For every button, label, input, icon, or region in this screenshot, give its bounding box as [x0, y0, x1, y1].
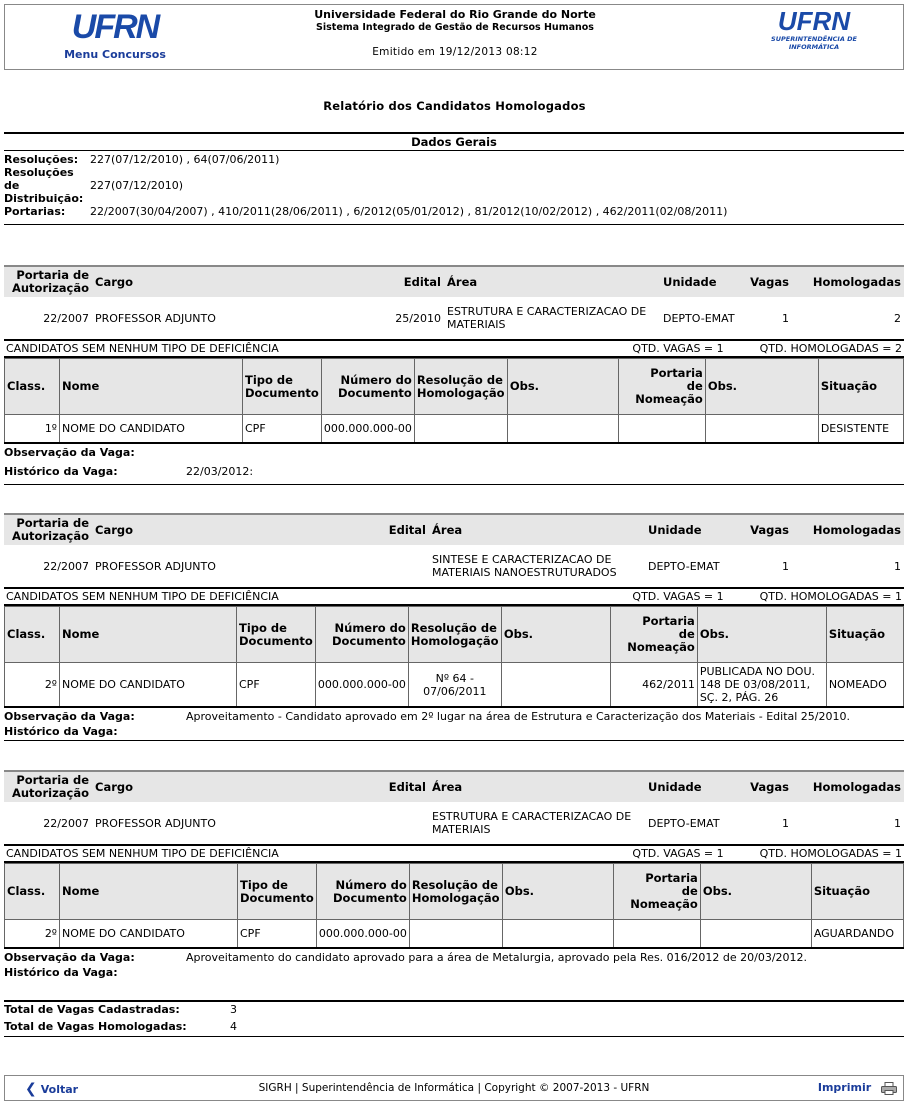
- cell-nome: NOME DO CANDIDATO: [60, 663, 237, 708]
- emission-date: Emitido em 19/12/2013 08:12: [372, 46, 538, 58]
- observacao-vaga-label: Observação da Vaga:: [4, 950, 135, 964]
- col-situacao: Situação: [811, 864, 903, 920]
- print-label: Imprimir: [817, 1081, 872, 1094]
- historico-vaga-value: 22/03/2012:: [186, 464, 254, 478]
- cargo-row: [4, 802, 904, 845]
- col-vagas: Vagas: [746, 771, 792, 802]
- cell-homologadas: 1: [792, 802, 904, 845]
- report-title: Relatório dos Candidatos Homologados: [323, 99, 586, 113]
- ufrn-logo-area: [60, 9, 170, 65]
- divider: [4, 224, 904, 225]
- cell-area: SINTESE E CARACTERIZACAO DE MATERIAIS NANOESTRUTURADOS: [429, 545, 645, 588]
- cell-tipo: CPF: [243, 415, 322, 443]
- dados-gerais-title: Dados Gerais: [4, 132, 904, 151]
- cell-portaria: 22/2007: [4, 802, 92, 845]
- cell-class: 1º: [5, 415, 60, 443]
- cargo-table: [4, 770, 904, 846]
- col-obs-2: Obs.: [700, 864, 811, 920]
- portarias-label: Portarias:: [4, 205, 66, 218]
- cell-resolucao: Nº 64 - 07/06/2011: [408, 663, 501, 708]
- historico-vaga-label: Histórico da Vaga:: [4, 725, 118, 738]
- report-header: [4, 4, 904, 70]
- menu-concursos-link[interactable]: Menu Concursos: [64, 48, 166, 61]
- col-class: Class.: [5, 359, 60, 415]
- cell-portaria-nomeacao: [618, 415, 705, 443]
- cell-numero: 000.000.000-00: [316, 920, 409, 948]
- col-numero: Número do Documento: [316, 864, 409, 920]
- candidatos-table: [4, 358, 904, 444]
- col-tipo: Tipo de Documento: [238, 864, 317, 920]
- cell-situacao: NOMEADO: [826, 663, 903, 708]
- cell-obs-2: PUBLICADA NO DOU. 148 DE 03/08/2011, SÇ. 2, PÁG. 26: [697, 663, 826, 708]
- cell-portaria-nomeacao: 462/2011: [610, 663, 697, 708]
- candidato-row: [5, 663, 904, 708]
- col-resolucao: Resolução de Homologação: [408, 607, 501, 663]
- divider: [4, 1036, 904, 1037]
- candidatos-table: [4, 863, 904, 949]
- observacao-vaga-label: Observação da Vaga:: [4, 710, 135, 723]
- cell-homologadas: 2: [792, 297, 904, 340]
- total-cadastradas-row: [4, 1003, 904, 1017]
- cell-nome: NOME DO CANDIDATO: [60, 415, 243, 443]
- col-unidade: Unidade: [645, 771, 746, 802]
- observacao-vaga-row: [4, 951, 904, 965]
- divider: [4, 740, 904, 741]
- historico-vaga-row: [4, 966, 904, 980]
- cell-portaria: 22/2007: [4, 545, 92, 588]
- cell-portaria-nomeacao: [613, 920, 700, 948]
- total-homologadas-label: Total de Vagas Homologadas:: [4, 1020, 187, 1033]
- historico-vaga-value: [186, 725, 904, 739]
- cell-unidade: DEPTO-EMAT: [645, 545, 746, 588]
- total-homologadas-row: [4, 1020, 904, 1034]
- resolucoes-value: 227(07/12/2010) , 64(07/06/2011): [90, 153, 280, 166]
- footer: [4, 1075, 904, 1101]
- vaga-block: [4, 265, 904, 485]
- cell-nome: NOME DO CANDIDATO: [60, 920, 238, 948]
- label-line: Distribuição:: [4, 192, 84, 205]
- cell-class: 2º: [5, 920, 60, 948]
- historico-vaga-label: Histórico da Vaga:: [4, 464, 118, 478]
- back-label: Voltar: [40, 1083, 79, 1096]
- col-area: Área: [444, 266, 660, 297]
- candidatos-label: CANDIDATOS SEM NENHUM TIPO DE DEFICIÊNCIA: [6, 342, 279, 355]
- observacao-vaga-value: Aproveitamento - Candidato aprovado em 2º lugar na área de Estrutura e Caracterização dos Materiais - Edital 25/2010.: [186, 710, 850, 723]
- col-obs-2: Obs.: [705, 359, 818, 415]
- col-nome: Nome: [60, 607, 237, 663]
- total-cadastradas-value: 3: [230, 1003, 237, 1016]
- qtd-vagas: QTD. VAGAS = 1: [632, 590, 724, 603]
- col-cargo: Cargo: [92, 514, 348, 545]
- vaga-block: [4, 513, 904, 741]
- col-edital: Edital: [348, 771, 429, 802]
- cargo-row: [4, 297, 904, 340]
- cell-unidade: DEPTO-EMAT: [645, 802, 746, 845]
- cell-resolucao: [414, 415, 507, 443]
- resolucoes-row: [4, 153, 904, 166]
- col-tipo: Tipo de Documento: [243, 359, 322, 415]
- observacao-vaga-value: [186, 446, 904, 460]
- col-portaria: Portaria de Autorização: [4, 266, 92, 297]
- col-tipo: Tipo de Documento: [237, 607, 316, 663]
- sinfo-logo-text: UFRN: [777, 6, 851, 36]
- header-titles: [225, 8, 685, 58]
- cell-obs-2: [700, 920, 811, 948]
- cell-obs: [502, 920, 613, 948]
- cell-unidade: DEPTO-EMAT: [660, 297, 746, 340]
- totals-section: [4, 1000, 904, 1037]
- col-class: Class.: [5, 607, 60, 663]
- cell-numero: 000.000.000-00: [321, 415, 414, 443]
- col-portaria-nomeacao: Portaria de Nomeação: [613, 864, 700, 920]
- cargo-row: [4, 545, 904, 588]
- ufrn-logo: UFRN: [71, 8, 159, 46]
- label-line: Resoluções: [4, 166, 74, 179]
- cell-numero: 000.000.000-00: [315, 663, 408, 708]
- resolucoes-distribuicao-value: 227(07/12/2010): [90, 179, 183, 192]
- col-cargo: Cargo: [92, 771, 348, 802]
- col-vagas: Vagas: [746, 266, 792, 297]
- col-homologadas: Homologadas: [792, 514, 904, 545]
- col-numero: Número do Documento: [321, 359, 414, 415]
- observacao-vaga-row: [4, 446, 904, 460]
- total-homologadas-value: 4: [230, 1020, 237, 1033]
- dados-gerais-section: [4, 132, 904, 225]
- col-numero: Número do Documento: [315, 607, 408, 663]
- col-cargo: Cargo: [92, 266, 348, 297]
- sinfo-logo: [769, 7, 859, 65]
- cell-edital: [348, 802, 429, 845]
- col-class: Class.: [5, 864, 60, 920]
- cell-area: ESTRUTURA E CARACTERIZACAO DE MATERIAIS: [429, 802, 645, 845]
- cell-obs: [507, 415, 618, 443]
- print-button[interactable]: [818, 1081, 897, 1095]
- col-portaria-nomeacao: Portaria de Nomeação: [618, 359, 705, 415]
- resolucoes-distribuicao-row: [4, 166, 904, 205]
- col-obs: Obs.: [502, 864, 613, 920]
- university-name: Universidade Federal do Rio Grande do Norte: [314, 8, 596, 21]
- total-cadastradas-label: Total de Vagas Cadastradas:: [4, 1003, 180, 1016]
- candidatos-label: CANDIDATOS SEM NENHUM TIPO DE DEFICIÊNCIA: [6, 847, 279, 860]
- vaga-block: [4, 770, 904, 980]
- col-area: Área: [429, 771, 645, 802]
- portarias-value: 22/2007(30/04/2007) , 410/2011(28/06/2011) , 6/2012(05/01/2012) , 81/2012(10/02/2012) , 462/2011(02/08/2011): [90, 205, 728, 218]
- cell-portaria: 22/2007: [4, 297, 92, 340]
- historico-vaga-row: [4, 725, 904, 739]
- candidato-row: [5, 415, 904, 443]
- col-resolucao: Resolução de Homologação: [414, 359, 507, 415]
- system-name: Sistema Integrado de Gestão de Recursos Humanos: [316, 22, 594, 33]
- candidatos-bar: [4, 341, 904, 358]
- col-nome: Nome: [60, 864, 238, 920]
- resolucoes-label: Resoluções:: [4, 153, 79, 166]
- col-situacao: Situação: [818, 359, 903, 415]
- cell-edital: [348, 545, 429, 588]
- observacao-vaga-value: Aproveitamento do candidato aprovado para a área de Metalurgia, aprovado pela Res. 016/2012 de 20/03/2012.: [186, 950, 808, 964]
- cell-tipo: CPF: [238, 920, 317, 948]
- col-obs: Obs.: [507, 359, 618, 415]
- cell-situacao: AGUARDANDO: [811, 920, 903, 948]
- col-resolucao: Resolução de Homologação: [409, 864, 502, 920]
- candidatos-bar: [4, 846, 904, 863]
- col-nome: Nome: [60, 359, 243, 415]
- col-obs: Obs.: [501, 607, 610, 663]
- cell-resolucao: [409, 920, 502, 948]
- cell-obs: [501, 663, 610, 708]
- footer-copyright: SIGRH | Superintendência de Informática | Copyright © 2007-2013 - UFRN: [258, 1082, 650, 1094]
- cell-vagas: 1: [746, 297, 792, 340]
- col-homologadas: Homologadas: [792, 771, 904, 802]
- qtd-homologadas: QTD. HOMOLOGADAS = 1: [759, 590, 902, 603]
- col-edital: Edital: [348, 514, 429, 545]
- col-area: Área: [429, 514, 645, 545]
- sinfo-logo-subtitle: SUPERINTENDÊNCIA DE INFORMÁTICA: [771, 35, 857, 51]
- portarias-row: [4, 205, 904, 218]
- col-unidade: Unidade: [645, 514, 746, 545]
- col-portaria: Portaria de Autorização: [4, 771, 92, 802]
- col-vagas: Vagas: [746, 514, 792, 545]
- candidatos-table: [4, 606, 904, 708]
- resolucoes-distribuicao-label: [4, 166, 90, 205]
- col-unidade: Unidade: [660, 266, 746, 297]
- cell-situacao: DESISTENTE: [818, 415, 903, 443]
- cell-edital: 25/2010: [348, 297, 444, 340]
- cargo-table: [4, 265, 904, 341]
- qtd-homologadas: QTD. HOMOLOGADAS = 2: [759, 342, 902, 355]
- historico-vaga-row: [4, 465, 904, 479]
- qtd-vagas: QTD. VAGAS = 1: [632, 342, 724, 355]
- printer-icon: [881, 1082, 897, 1095]
- col-portaria-nomeacao: Portaria de Nomeação: [610, 607, 697, 663]
- observacao-vaga-row: [4, 710, 904, 724]
- cell-cargo: PROFESSOR ADJUNTO: [92, 545, 348, 588]
- col-edital: Edital: [348, 266, 444, 297]
- col-portaria: Portaria de Autorização: [4, 514, 92, 545]
- cell-area: ESTRUTURA E CARACTERIZACAO DE MATERIAIS: [444, 297, 660, 340]
- qtd-vagas: QTD. VAGAS = 1: [632, 847, 724, 860]
- candidato-row: [5, 920, 904, 948]
- candidatos-label: CANDIDATOS SEM NENHUM TIPO DE DEFICIÊNCIA: [6, 590, 279, 603]
- divider: [4, 484, 904, 485]
- cell-homologadas: 1: [792, 545, 904, 588]
- cell-class: 2º: [5, 663, 60, 708]
- cell-cargo: PROFESSOR ADJUNTO: [92, 297, 348, 340]
- cell-vagas: 1: [746, 802, 792, 845]
- historico-vaga-value: [186, 966, 904, 980]
- cell-vagas: 1: [746, 545, 792, 588]
- cell-obs-2: [705, 415, 818, 443]
- cell-tipo: CPF: [237, 663, 316, 708]
- cell-cargo: PROFESSOR ADJUNTO: [92, 802, 348, 845]
- label-line: de: [4, 179, 20, 192]
- observacao-vaga-label: Observação da Vaga:: [4, 445, 135, 459]
- col-obs-2: Obs.: [697, 607, 826, 663]
- candidatos-bar: [4, 589, 904, 606]
- cargo-table: [4, 513, 904, 589]
- col-situacao: Situação: [826, 607, 903, 663]
- qtd-homologadas: QTD. HOMOLOGADAS = 1: [759, 847, 902, 860]
- col-homologadas: Homologadas: [792, 266, 904, 297]
- chevron-left-icon: ❮: [25, 1081, 37, 1097]
- historico-vaga-label: Histórico da Vaga:: [4, 965, 118, 979]
